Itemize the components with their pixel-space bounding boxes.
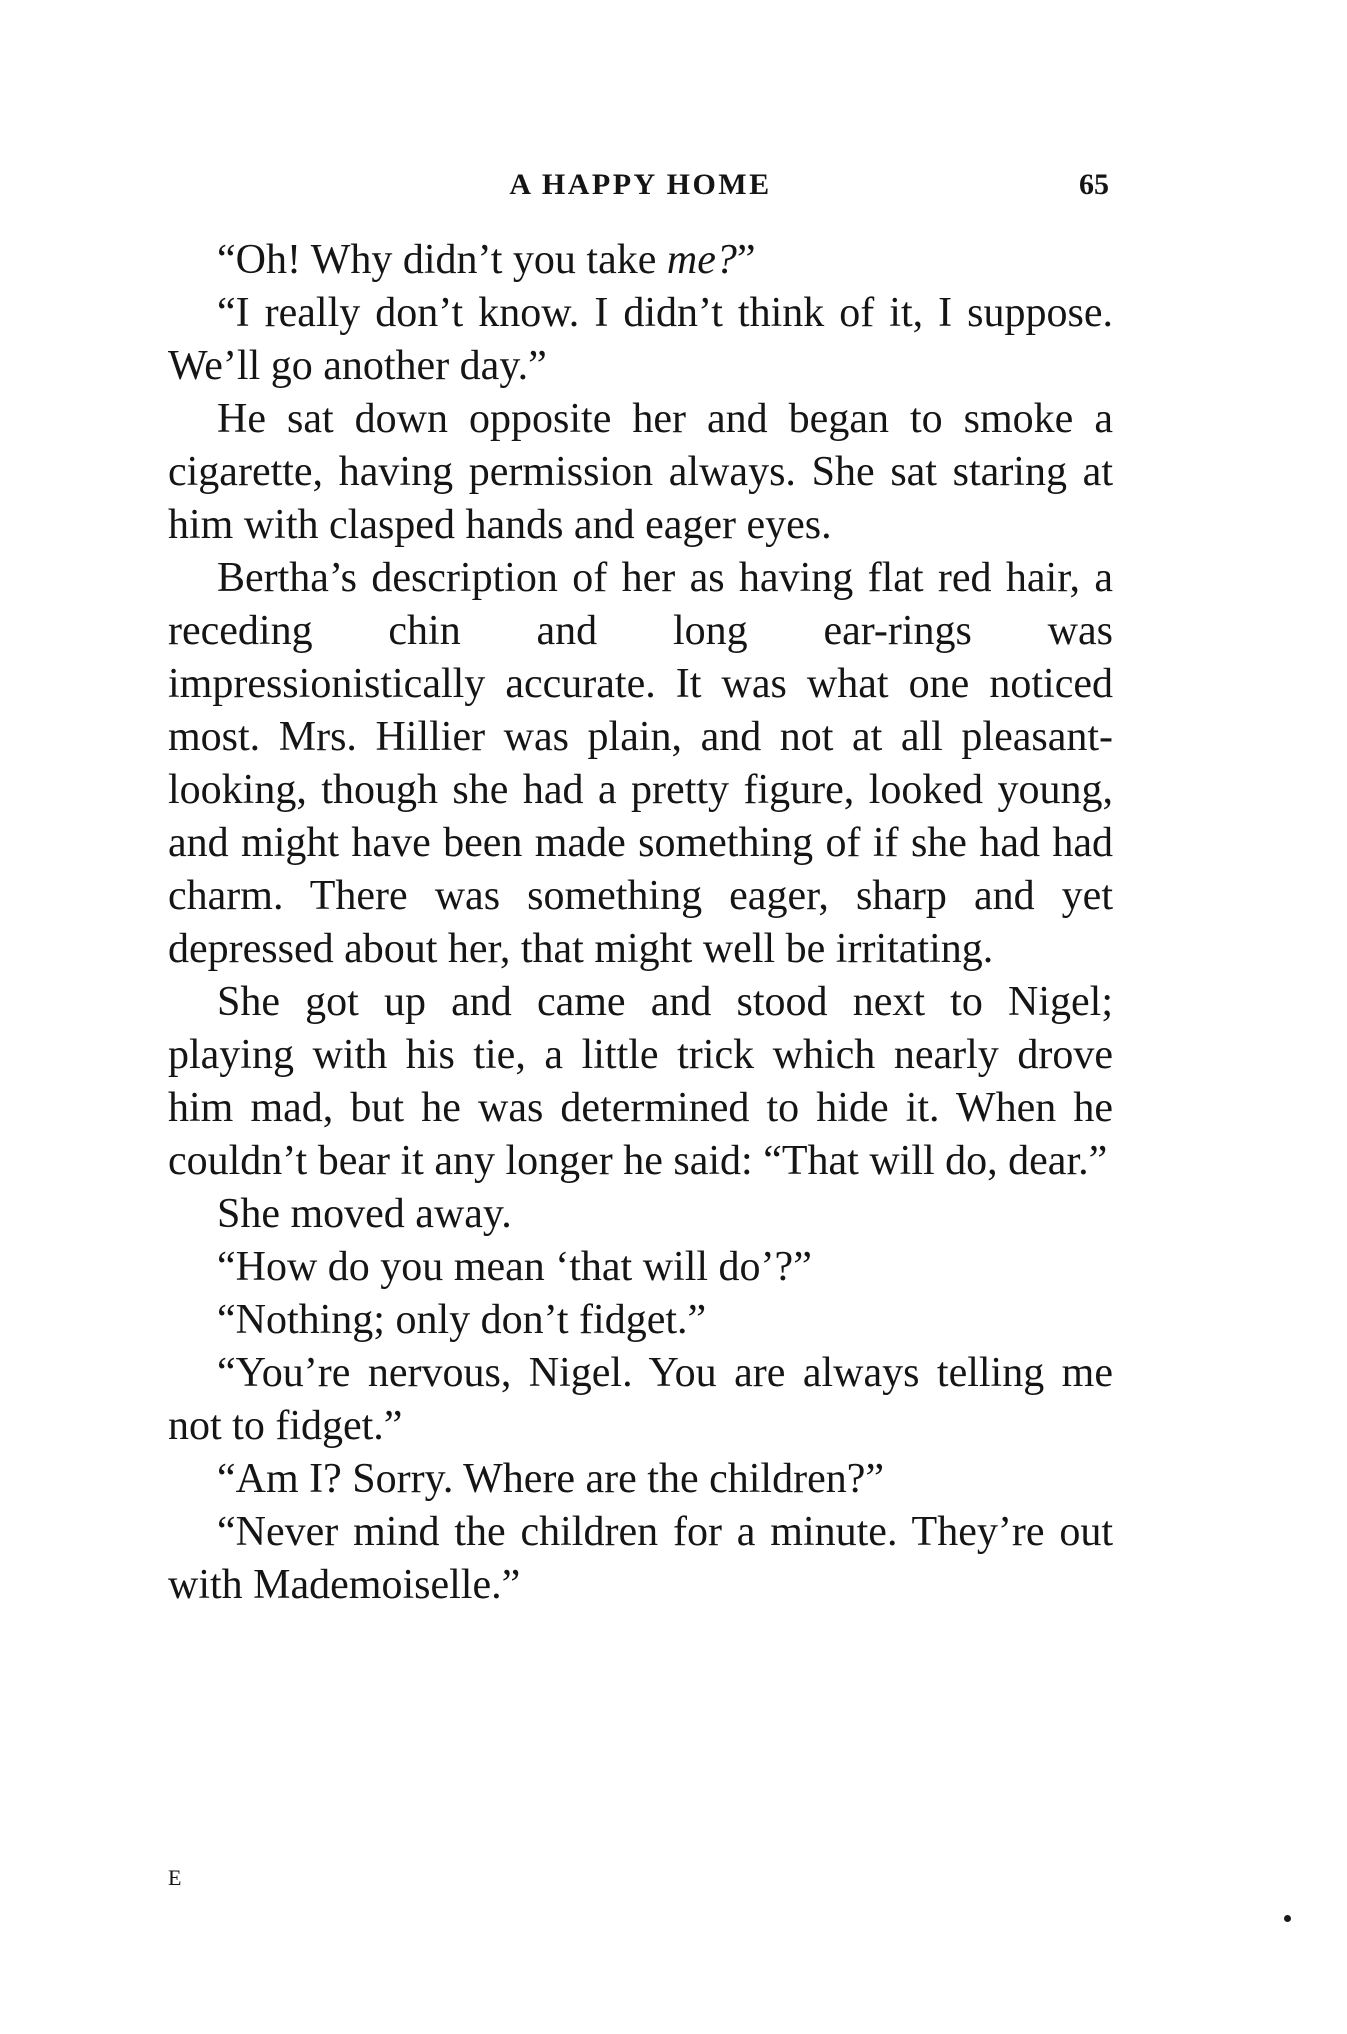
page-header bbox=[168, 168, 1113, 216]
ink-speck bbox=[1284, 1915, 1291, 1922]
paragraph: “I really don’t know. I didn’t think of it, I suppose. We’ll go another day.” bbox=[168, 290, 1113, 389]
signature-mark: E bbox=[168, 1865, 183, 1890]
body-text bbox=[168, 234, 1113, 1612]
paragraph: She moved away. bbox=[217, 1191, 512, 1237]
paragraph: “Am I? Sorry. Where are the children?” bbox=[217, 1456, 884, 1502]
paragraph: He sat down opposite her and began to smoke a cigarette, having permission always. She sat staring at him with clasped hands and eager eyes. bbox=[168, 396, 1113, 548]
paragraph: “Oh! Why didn’t you take me?” bbox=[217, 237, 756, 283]
paragraph: Bertha’s description of her as having flat red hair, a receding chin and long ear-rings was impressionistically accurate. It was what one noticed most. Mrs. Hillier was plain, and not at all pleasant-looking, though she had a pretty figure, looked young, and might have been made something of if she had had charm. There was something eager, sharp and yet depressed about her, that might well be irritating. bbox=[168, 555, 1113, 972]
paragraph: “How do you mean ‘that will do’?” bbox=[217, 1244, 812, 1290]
page-number: 65 bbox=[1079, 168, 1109, 201]
paragraph: She got up and came and stood next to Nigel; playing with his tie, a little trick which nearly drove him mad, but he was determined to hide it. When he couldn’t bear it any longer he said: “That will do, dear.” bbox=[168, 979, 1113, 1184]
paragraph: “Nothing; only don’t fidget.” bbox=[217, 1297, 707, 1343]
paragraph: “You’re nervous, Nigel. You are always telling me not to fidget.” bbox=[168, 1350, 1113, 1449]
emphasis: me? bbox=[666, 237, 737, 283]
running-title: A HAPPY HOME bbox=[509, 168, 772, 201]
paragraph: “Never mind the children for a minute. They’re out with Mademoiselle.” bbox=[168, 1509, 1113, 1608]
